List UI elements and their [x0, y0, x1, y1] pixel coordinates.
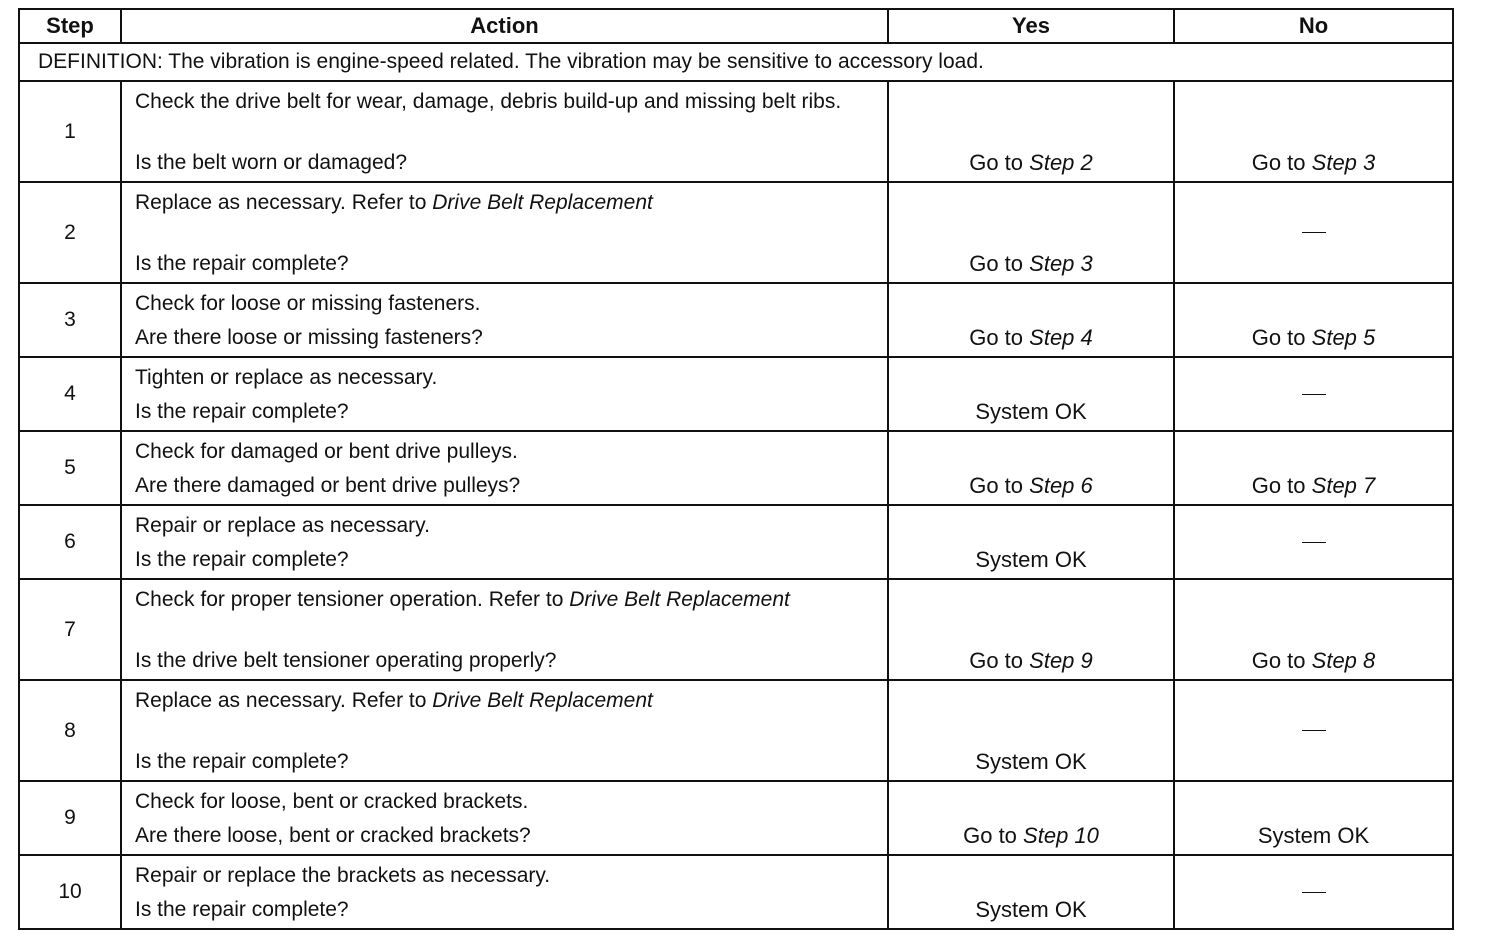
action-instruction: Check for loose, bent or cracked brackets. — [135, 790, 529, 813]
header-no: No — [1174, 9, 1453, 43]
result-no-cell — [1174, 431, 1453, 505]
header-row — [19, 9, 1453, 43]
step-reference: Step 6 — [1029, 473, 1093, 498]
no-result-dash — [1302, 892, 1326, 894]
result-yes-cell — [888, 855, 1174, 929]
result-text: System OK — [975, 399, 1087, 424]
go-to-label: Go to — [1251, 473, 1306, 498]
table-row — [19, 505, 1453, 579]
diagnostic-table — [18, 8, 1454, 930]
table-row — [19, 283, 1453, 357]
step-number: 6 — [19, 505, 121, 579]
action-cell — [121, 579, 888, 680]
action-check-text — [135, 586, 875, 613]
action-question: Is the repair complete? — [135, 252, 349, 275]
action-check-text — [135, 687, 875, 714]
action-instruction: Repair or replace as necessary. — [135, 514, 430, 537]
result-yes-cell — [888, 781, 1174, 855]
procedure-reference: Drive Belt Replacement — [432, 689, 653, 712]
action-check-text — [135, 788, 875, 815]
go-to-label: Go to — [963, 823, 1017, 848]
action-instruction: Check for damaged or bent drive pulleys. — [135, 440, 518, 463]
result-no-cell — [1174, 579, 1453, 680]
no-result-dash — [1302, 542, 1326, 544]
definition-text: DEFINITION: The vibration is engine-speed related. The vibration may be sensitive to accessory load. — [19, 43, 1453, 81]
action-cell — [121, 357, 888, 431]
step-number: 5 — [19, 431, 121, 505]
result-yes-cell — [888, 357, 1174, 431]
step-number: 7 — [19, 579, 121, 680]
action-check-text — [135, 88, 875, 115]
step-number: 4 — [19, 357, 121, 431]
no-result-dash — [1302, 730, 1326, 732]
step-number: 2 — [19, 182, 121, 283]
action-instruction: Check for loose or missing fasteners. — [135, 292, 481, 315]
result-no-cell — [1174, 182, 1453, 283]
table-row — [19, 431, 1453, 505]
step-reference: Step 7 — [1311, 473, 1376, 498]
action-instruction: Replace as necessary. Refer to — [135, 191, 427, 214]
result-no-cell — [1174, 505, 1453, 579]
procedure-reference: Drive Belt Replacement — [569, 588, 790, 611]
result-yes-cell — [888, 182, 1174, 283]
action-cell — [121, 431, 888, 505]
result-yes-cell — [888, 431, 1174, 505]
table-row — [19, 357, 1453, 431]
step-reference: Step 4 — [1029, 325, 1093, 350]
result-yes-cell — [888, 283, 1174, 357]
action-instruction: Check for proper tensioner operation. Refer to — [135, 588, 564, 611]
step-number: 10 — [19, 855, 121, 929]
go-to-label: Go to — [1251, 648, 1306, 673]
action-cell — [121, 680, 888, 781]
result-text: System OK — [975, 547, 1087, 572]
action-cell — [121, 81, 888, 182]
step-number: 3 — [19, 283, 121, 357]
result-no-cell — [1174, 855, 1453, 929]
definition-row — [19, 43, 1453, 81]
result-yes-cell — [888, 579, 1174, 680]
action-question: Are there loose or missing fasteners? — [135, 326, 483, 349]
go-to-label: Go to — [969, 648, 1024, 673]
result-no-cell — [1174, 781, 1453, 855]
action-question: Is the repair complete? — [135, 548, 349, 571]
go-to-label: Go to — [969, 473, 1024, 498]
action-instruction: Repair or replace the brackets as necessary. — [135, 864, 551, 887]
action-question: Is the repair complete? — [135, 400, 349, 423]
header-step: Step — [19, 9, 121, 43]
result-yes-cell — [888, 81, 1174, 182]
table-row — [19, 579, 1453, 680]
result-no-cell — [1174, 680, 1453, 781]
step-reference: Step 3 — [1029, 251, 1093, 276]
result-text: System OK — [975, 749, 1087, 774]
procedure-reference: Drive Belt Replacement — [432, 191, 653, 214]
header-action: Action — [121, 9, 888, 43]
action-question: Is the drive belt tensioner operating properly? — [135, 649, 557, 672]
action-instruction: Check the drive belt for wear, damage, debris build-up and missing belt ribs. — [135, 90, 842, 113]
action-cell — [121, 781, 888, 855]
action-check-text — [135, 862, 875, 889]
table-row — [19, 81, 1453, 182]
step-reference: Step 3 — [1311, 150, 1376, 175]
action-check-text — [135, 290, 875, 317]
action-check-text — [135, 512, 875, 539]
no-result-dash — [1302, 232, 1326, 234]
table-row — [19, 855, 1453, 929]
action-cell — [121, 855, 888, 929]
action-check-text — [135, 438, 875, 465]
go-to-label: Go to — [969, 325, 1024, 350]
action-instruction: Replace as necessary. Refer to — [135, 689, 427, 712]
go-to-label: Go to — [969, 150, 1024, 175]
step-number: 9 — [19, 781, 121, 855]
step-reference: Step 5 — [1311, 325, 1376, 350]
step-reference: Step 9 — [1029, 648, 1093, 673]
go-to-label: Go to — [1251, 325, 1306, 350]
result-yes-cell — [888, 680, 1174, 781]
table-row — [19, 182, 1453, 283]
action-instruction: Tighten or replace as necessary. — [135, 366, 438, 389]
go-to-label: Go to — [969, 251, 1024, 276]
result-text: System OK — [975, 897, 1087, 922]
action-question: Are there damaged or bent drive pulleys? — [135, 474, 521, 497]
step-number: 1 — [19, 81, 121, 182]
header-yes: Yes — [888, 9, 1174, 43]
result-yes-cell — [888, 505, 1174, 579]
action-question: Is the repair complete? — [135, 898, 349, 921]
no-result-dash — [1302, 394, 1326, 396]
action-check-text — [135, 364, 875, 391]
result-text: System OK — [1257, 823, 1370, 848]
table-row — [19, 680, 1453, 781]
step-reference: Step 2 — [1029, 150, 1093, 175]
action-cell — [121, 505, 888, 579]
step-number: 8 — [19, 680, 121, 781]
result-no-cell — [1174, 357, 1453, 431]
action-question: Is the repair complete? — [135, 750, 349, 773]
action-check-text — [135, 189, 875, 216]
action-cell — [121, 182, 888, 283]
result-no-cell — [1174, 81, 1453, 182]
action-cell — [121, 283, 888, 357]
result-no-cell — [1174, 283, 1453, 357]
go-to-label: Go to — [1251, 150, 1306, 175]
action-question: Is the belt worn or damaged? — [135, 151, 407, 174]
action-question: Are there loose, bent or cracked brackets? — [135, 824, 531, 847]
step-reference: Step 10 — [1023, 823, 1099, 848]
step-reference: Step 8 — [1311, 648, 1376, 673]
table-row — [19, 781, 1453, 855]
